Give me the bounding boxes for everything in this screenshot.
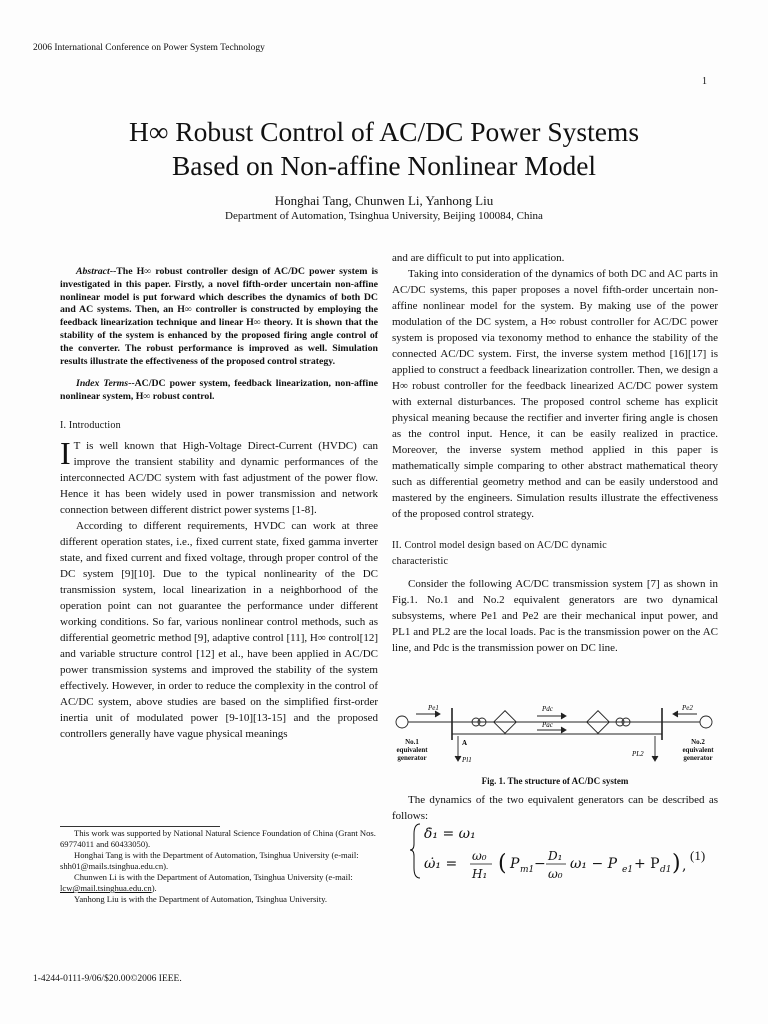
intro-paragraph-1-text: T is well known that High-Voltage Direct-Current (HVDC) can improve the transient stability and dynamic performances of the interconnected AC/DC system with fast adjustment of the power flow. Hence it has been widely used in power transmission and network connection between different district power systems [1-8]. [60,439,378,516]
fig-label-pe1: Pe1 [428,704,439,712]
index-terms-label: Index Terms [76,378,129,390]
footnote-author-2 [60,872,378,894]
footnote-author-2-post: ). [151,883,157,893]
index-terms [60,378,378,404]
svg-text:−: − [534,856,546,872]
svg-text:+ P: + P [634,856,660,872]
fig-label-generator-1: No.1 equivalent generator [396,738,428,762]
svg-text:ω₁ − P: ω₁ − P [570,856,618,872]
fig-label-pl2: PL2 [632,750,644,758]
paper-authors: Honghai Tang, Chunwen Li, Yanhong Liu [274,193,494,208]
abstract-text: --The H∞ robust controller design of AC/DC power system is investigated in this paper. Firstly, a novel fifth-order uncertain non-affine nonlinear model is put forward which describes the dynamics of both DC and AC systems. Then, an H∞ controller is constructed by employing the feedback linearization technique and linear H∞ theory. It is shown that the stability of the system is enhanced by the proposed firing angle control of the converter. The robust performance is improved as well. Simulation results illustrate the effectiveness of the proposed control strategy. [60,266,378,367]
index-terms-text: --AC/DC power system, feedback linearization, non-affine nonlinear system, H∞ robust control. [60,378,378,403]
footnote-funding: This work was supported by National Natural Science Foundation of China (Grant Nos. 69774011 and 60433050). [60,828,376,849]
paper-title-line-2: Based on Non-affine Nonlinear Model [171,150,597,181]
section-1-heading: I. Introduction [60,419,121,431]
footnote-rule [60,826,220,827]
generator-2-symbol [700,716,712,728]
author-affiliation: Department of Automation, Tsinghua University, Beijing 100084, China [225,210,543,222]
equation-1-number: (1) [690,848,706,863]
svg-text:δ̇₁ = ω₁: δ̇₁ = ω₁ [424,826,476,842]
fig-label-pe2: Pe2 [682,704,693,712]
fig-label-generator-2: No.2 equivalent generator [682,738,714,762]
fig-label-node-a: A [462,739,468,747]
svg-text:P: P [510,856,520,872]
intro-paragraph-1 [60,434,378,518]
svg-text:d1: d1 [660,865,672,875]
svg-text:,: , [682,858,687,874]
section-2-paragraph-1: Consider the following AC/DC transmission system [7] as shown in Fig.1. No.1 and No.2 equivalent generators are two dynamical subsystems, where Pe1 and Pe2 are their mechanical input power, and PL1 and PL2 are the local loads. Pac is the transmission power on the AC line, and Pdc is the transmission power on DC line. [392,578,718,654]
svg-text:ω₀: ω₀ [472,849,487,863]
page-number: 1 [702,76,707,87]
footnotes [60,828,378,905]
fig-label-pl1: Pl1 [462,756,472,764]
paper-title-line-1: H∞ Robust Control of AC/DC Power Systems [128,116,640,147]
generator-1-symbol [396,716,408,728]
abstract-label: Abstract [76,266,110,277]
equation-1 [410,820,720,880]
svg-text:e1: e1 [622,865,634,875]
right-continuation: and are difficult to put into application. [392,252,565,264]
section-2-heading-line-2: characteristic [392,556,449,567]
author-2-email-link[interactable]: lcw@mail.tsinghua.edu.cn [60,883,152,893]
footnote-author-1: Honghai Tang is with the Department of Automation, Tsinghua University (e-mail: shh01@mails.tsinghua.edu.cn). [60,850,359,871]
conference-header: 2006 International Conference on Power System Technology [33,43,265,53]
intro-paragraph-2: According to different requirements, HVDC can work at three different operation states, i.e., fixed current state, fixed gamma inverter state, and fixed current and fixed voltage, through proper control of the DC system [9][10]. Due to the typical nonlinearity of the DC transmission system, local linearization in a neighborhood of the operation point can not guarantee the performance under different working conditions. So far, various nonlinear control methods, such as differential geometric method [9], adaptive control [11], H∞ control[12] and variable structure control [12] et al., have been applied in AC/DC power transmission systems and improved the stability of the system effectively. However, in order to reduce the complexity in the control of AC/DC system, above studies are based on the simplified first-order inertia unit of modulated power [9-10][13-15] and the proposed controllers generally have vague physical meanings [60,519,378,740]
section-2-paragraph-2: The dynamics of the two equivalent generators can be described as follows: [392,794,718,822]
svg-text:(: ( [498,851,507,876]
drop-cap: I [60,434,71,471]
fig-ac-dc-system-diagram [392,700,718,775]
svg-text:D₁: D₁ [548,849,563,863]
left-column [60,266,378,742]
abstract [60,266,378,368]
fig-label-pac: Pac [542,721,553,729]
right-paragraph-2: Taking into consideration of the dynamics of both DC and AC parts in AC/DC systems, this paper proposes a novel fifth-order uncertain non-affine nonlinear model for the system. By making use of the power modulation of the DC system, a H∞ robust controller for AC/DC power system is proposed via texonomy method to enhance the stability of the connected AC/DC system. First, the inverse system method [16][17] is applied to construct a feedback linearization controller. Then, we design a H∞ robust controller for the feedback linearized AC/DC power system with external disturbances. The proposed control scheme has explicit physical meaning because the rectifier and inverter firing angle is chosen as the control input. Hence, it can be easily realized in practice. Moreover, the inverse system method applied in this paper is mathematically simple comparing to other abstract mathematical theory such as differential geometry method and can be easily understood and mastered by the engineers. Simulation results illustrate the effectiveness of the proposed control strategy. [392,268,718,520]
svg-text:): ) [672,851,681,876]
svg-text:ω̇₁ =: ω̇₁ = [424,856,458,872]
svg-text:H₁: H₁ [472,867,488,880]
svg-text:m1: m1 [520,865,535,875]
figure-1-caption: Fig. 1. The structure of AC/DC system [481,776,629,786]
copyright-line: 1-4244-0111-9/06/$20.00©2006 IEEE. [33,974,182,984]
section-2-heading-line-1: II. Control model design based on AC/DC dynamic [392,540,607,551]
svg-text:ω₀: ω₀ [548,867,563,880]
footnote-author-2-pre: Chunwen Li is with the Department of Automation, Tsinghua University (e-mail: [74,872,353,882]
fig-label-pdc: Pdc [542,705,553,713]
footnote-author-3: Yanhong Liu is with the Department of Automation, Tsinghua University. [74,894,327,904]
right-column [392,250,718,656]
